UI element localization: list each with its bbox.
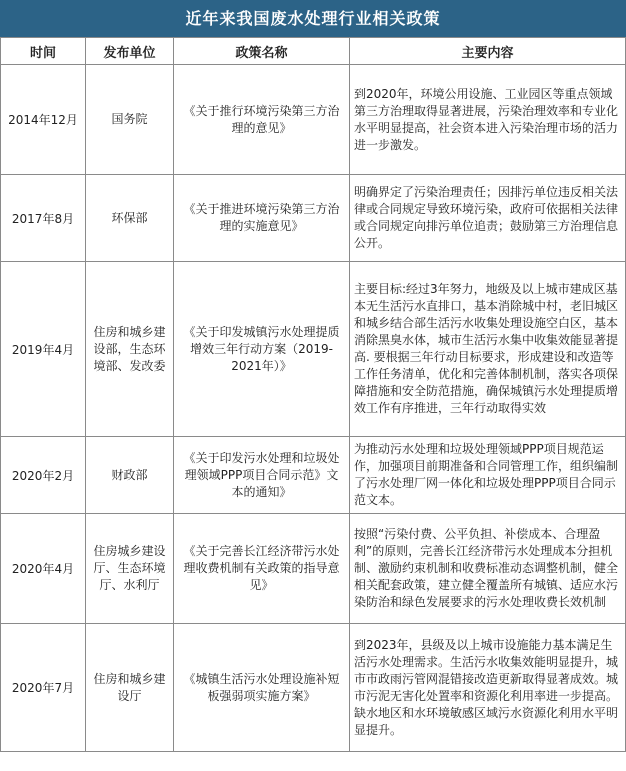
row-issuer: 住房和城乡建设部，生态环境部、发改委 xyxy=(86,262,174,437)
row-time: 2020年4月 xyxy=(1,514,86,624)
row-issuer: 住房和城乡建设厅 xyxy=(86,624,174,752)
header-issuer: 发布单位 xyxy=(86,38,174,65)
row-time: 2017年8月 xyxy=(1,175,86,262)
row-policy: 《关于完善长江经济带污水处理收费机制有关政策的指导意见》 xyxy=(174,514,350,624)
row-issuer: 国务院 xyxy=(86,65,174,175)
row-content: 到2020年，环境公用设施、工业园区等重点领域第三方治理取得显著进展，污染治理效率和专业化水平明显提高，社会资本进入污染治理市场的活力进一步激发。 xyxy=(350,65,626,175)
table-row xyxy=(1,175,626,262)
row-content: 按照“污染付费、公平负担、补偿成本、合理盈利”的原则，完善长江经济带污水处理成本分担机制、激励约束机制和收费标准动态调整机制，健全相关配套政策，建立健全覆盖所有城镇、适应水污染防治和绿色发展要求的污水处理收费长效机制 xyxy=(350,514,626,624)
row-time: 2014年12月 xyxy=(1,65,86,175)
row-content: 为推动污水处理和垃圾处理领域PPP项目规范运作，加强项目前期准备和合同管理工作，组织编制了污水处理厂网一体化和垃圾处理PPP项目合同示范文本。 xyxy=(350,437,626,514)
row-content: 主要目标:经过3年努力，地级及以上城市建成区基本无生活污水直排口，基本消除城中村，老旧城区和城乡结合部生活污水收集处理设施空白区，基本消除黑臭水体，城市生活污水集中收集效能显著提高. 要根据三年行动目标要求，形成建设和改造等工作任务清单，优化和完善体制机制，落实各项保障措施和安全防范措施，确保城镇污水处理提质增效工作有序推进，三年行动取得实效 xyxy=(350,262,626,437)
row-policy: 《关于印发污水处理和垃圾处理领域PPP项目合同示范》文本的通知》 xyxy=(174,437,350,514)
table-row xyxy=(1,262,626,437)
row-policy: 《关于推行环境污染第三方治理的意见》 xyxy=(174,65,350,175)
header-policy: 政策名称 xyxy=(174,38,350,65)
row-time: 2019年4月 xyxy=(1,262,86,437)
policy-table xyxy=(0,37,626,752)
row-issuer: 环保部 xyxy=(86,175,174,262)
row-policy: 《关于推进环境污染第三方治理的实施意见》 xyxy=(174,175,350,262)
row-time: 2020年2月 xyxy=(1,437,86,514)
header-content: 主要内容 xyxy=(350,38,626,65)
row-content: 明确界定了污染治理责任；因排污单位违反相关法律或合同规定导致环境污染，政府可依据相关法律或合同规定向排污单位追责；鼓励第三方治理信息公开。 xyxy=(350,175,626,262)
table-row xyxy=(1,65,626,175)
header-time: 时间 xyxy=(1,38,86,65)
table-row xyxy=(1,437,626,514)
row-content: 到2023年，县级及以上城市设施能力基本满足生活污水处理需求。生活污水收集效能明显提升，城市市政雨污管网混错接改造更新取得显著成效。城市污泥无害化处置率和资源化利用率进一步提高。缺水地区和水环境敏感区域污水资源化利用水平明显提升。 xyxy=(350,624,626,752)
table-row xyxy=(1,624,626,752)
table-header-row xyxy=(1,38,626,65)
page-title: 近年来我国废水处理行业相关政策 xyxy=(0,0,626,37)
row-issuer: 财政部 xyxy=(86,437,174,514)
row-issuer: 住房城乡建设厅、生态环境厅、水利厅 xyxy=(86,514,174,624)
row-policy: 《城镇生活污水处理设施补短板强弱项实施方案》 xyxy=(174,624,350,752)
row-time: 2020年7月 xyxy=(1,624,86,752)
table-row xyxy=(1,514,626,624)
row-policy: 《关于印发城镇污水处理提质增效三年行动方案（2019-2021年）》 xyxy=(174,262,350,437)
